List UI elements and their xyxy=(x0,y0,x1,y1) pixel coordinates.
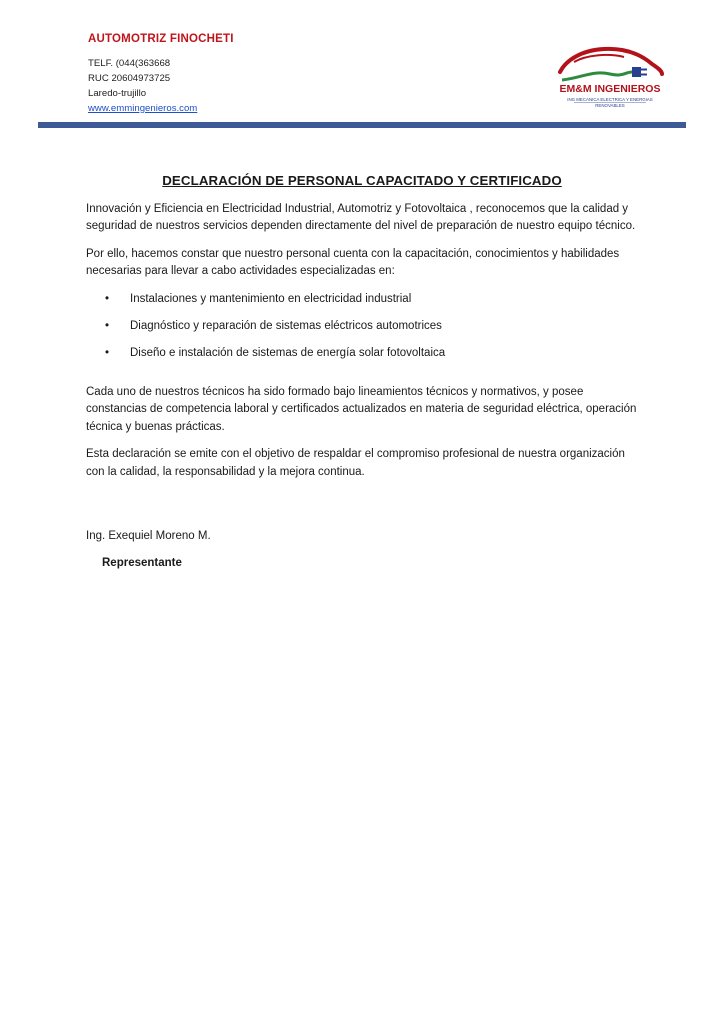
list-item-text: Diagnóstico y reparación de sistemas eléctricos automotrices xyxy=(130,319,442,332)
plug-icon xyxy=(562,72,632,80)
signatory-role: Representante xyxy=(102,557,182,569)
bullet-icon: • xyxy=(105,319,110,332)
website-link[interactable]: www.emmingenieros.com xyxy=(88,103,198,114)
bullet-icon: • xyxy=(105,346,110,359)
document-body xyxy=(86,172,638,491)
header-divider xyxy=(38,122,686,128)
location: Laredo-trujillo xyxy=(88,88,147,99)
list-item-text: Diseño e instalación de sistemas de energía solar fotovoltaica xyxy=(130,346,446,359)
list-item xyxy=(86,318,638,345)
document-title: DECLARACIÓN DE PERSONAL CAPACITADO Y CERTIFICADO xyxy=(162,173,562,188)
list-item xyxy=(86,345,638,372)
signatory-name: Ing. Exequiel Moreno M. xyxy=(86,530,211,542)
company-name: AUTOMOTRIZ FINOCHETI xyxy=(88,33,234,45)
contact-block xyxy=(88,56,197,116)
paragraph-closing: Esta declaración se emite con el objetivo de respaldar el compromiso profesional de nuestra organización con la calidad, la responsabilidad y la mejora continua. xyxy=(86,448,625,478)
logo-name: EM&M INGENIEROS xyxy=(559,83,661,95)
phone-number: TELF. (044(363668 xyxy=(88,58,171,69)
paragraph-training: Cada uno de nuestros técnicos ha sido formado bajo lineamientos técnicos y normativos, y posee constancias de competencia laboral y certificados actualizados en materia de seguridad eléctrica, operación técnica y buenas prácticas. xyxy=(86,385,637,433)
list-item xyxy=(86,291,638,318)
paragraph-statement: Por ello, hacemos constar que nuestro personal cuenta con la capacitación, conocimientos y habilidades necesarias para llevar a cabo actividades especializadas en: xyxy=(86,247,620,277)
list-item-text: Instalaciones y mantenimiento en electricidad industrial xyxy=(130,292,412,305)
bullet-icon: • xyxy=(105,292,110,305)
activities-list xyxy=(86,291,638,372)
ruc-number: RUC 20604973725 xyxy=(88,73,171,84)
paragraph-intro: Innovación y Eficiencia en Electricidad Industrial, Automotriz y Fotovoltaica , reconocemos que la calidad y seguridad de nuestros servicios dependen directamente del nivel de preparación de nuestro equipo técnico. xyxy=(86,202,636,232)
logo-tagline-line2: RENOVABLES xyxy=(595,103,625,108)
em-m-ingenieros-logo xyxy=(552,38,668,116)
logo-tagline-line1: ING MECANICA ELECTRICA Y ENERGIAS xyxy=(567,97,653,102)
